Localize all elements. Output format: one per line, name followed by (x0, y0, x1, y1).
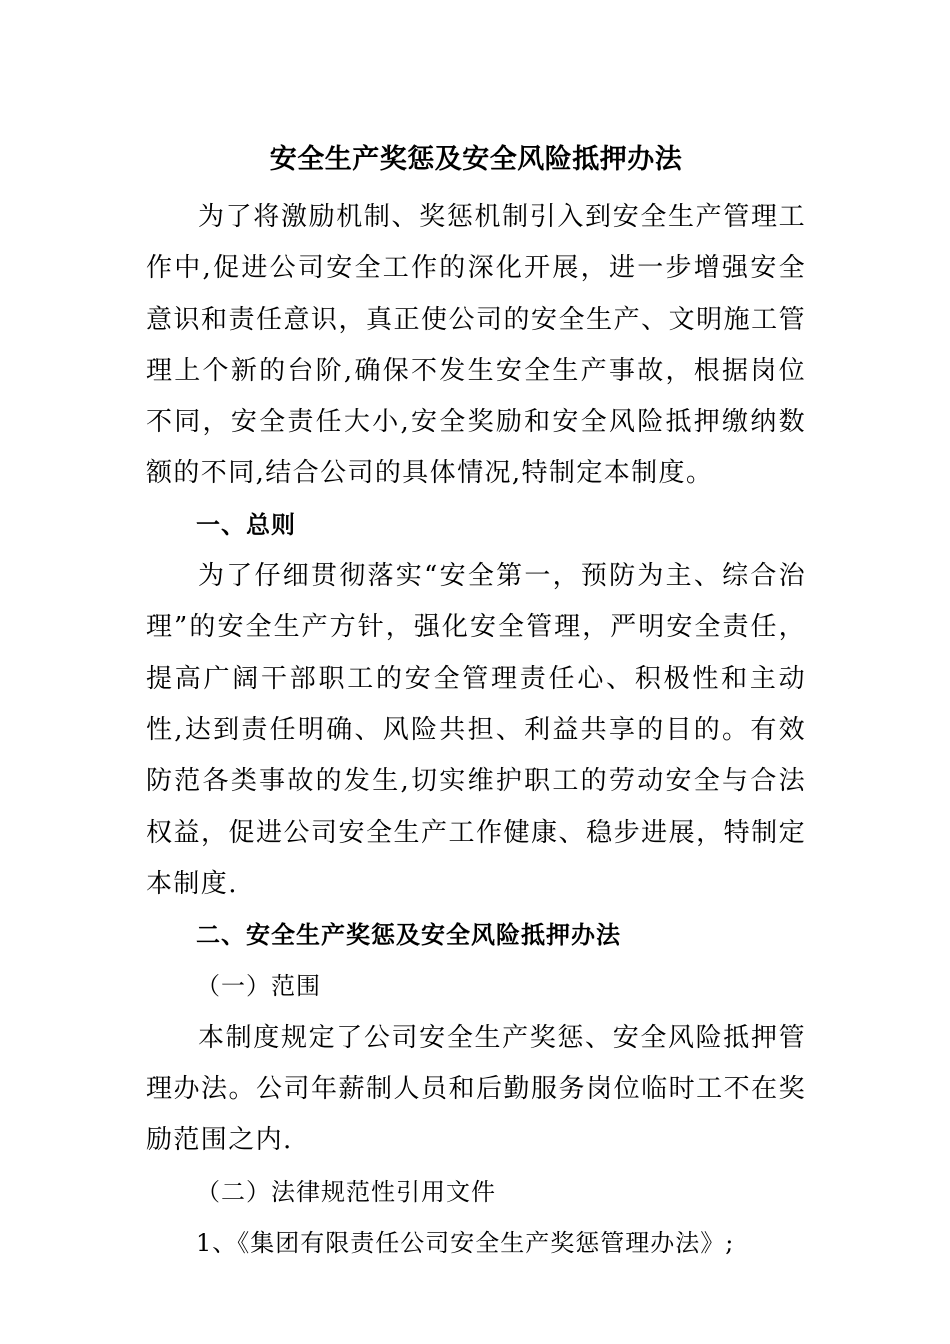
section-1-paragraph: 为了仔细贯彻落实“安全第一，预防为主、综合治理”的安全生产方针，强化安全管理，严明安全责任，提高广阔干部职工的安全管理责任心、积极性和主动性,达到责任明确、风险共担、利益共享的目的。有效防范各类事故的发生,切实维护职工的劳动安全与合法权益，促进公司安全生产工作健康、稳步进展，特制定本制度. (146, 561, 806, 899)
reference-item-1: 1、《集团有限责任公司安全生产奖惩管理办法》; (196, 1228, 735, 1257)
section-2-heading: 二、安全生产奖惩及安全风险抵押办法 (196, 921, 621, 950)
document-title: 安全生产奖惩及安全风险抵押办法 (269, 144, 683, 175)
document-page (146, 140, 806, 1269)
subsection-1-heading: （一）范围 (196, 972, 321, 1001)
section-1-heading: 一、总则 (196, 510, 296, 539)
intro-paragraph: 为了将激励机制、奖惩机制引入到安全生产管理工作中,促进公司安全工作的深化开展，进一步增强安全意识和责任意识，真正使公司的安全生产、文明施工管理上个新的台阶,确保不发生安全生产事故，根据岗位不同，安全责任大小,安全奖励和安全风险抵押缴纳数额的不同,结合公司的具体情况,特制定本制度。 (146, 202, 806, 489)
subsection-1-paragraph: 本制度规定了公司安全生产奖惩、安全风险抵押管理办法。公司年薪制人员和后勤服务岗位临时工不在奖励范围之内. (146, 1022, 806, 1156)
subsection-2-heading: （二）法律规范性引用文件 (196, 1177, 496, 1206)
